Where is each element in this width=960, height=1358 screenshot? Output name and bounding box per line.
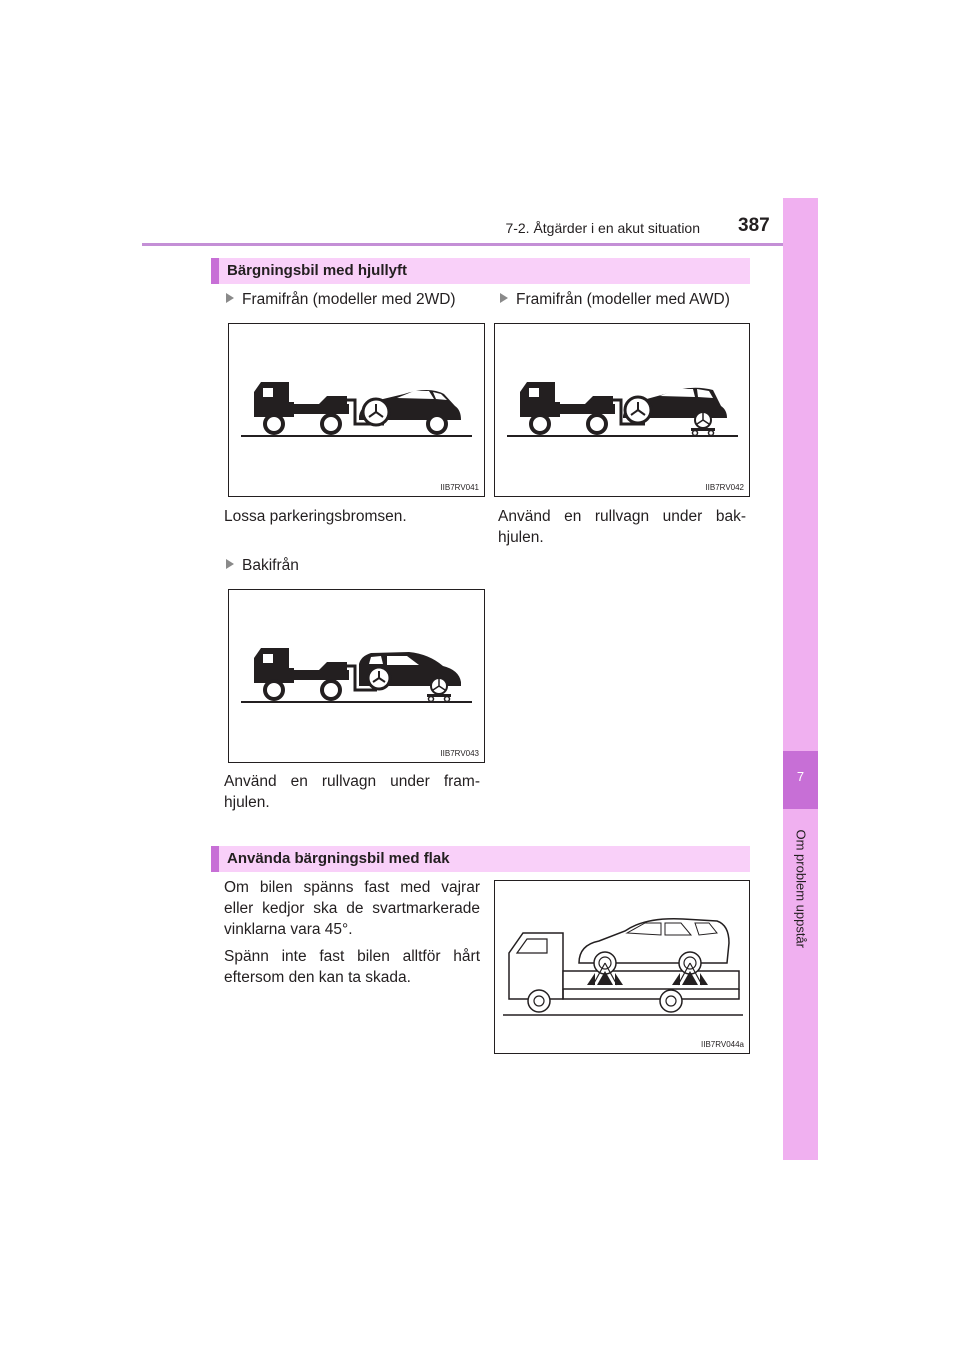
flatbed-paragraph1-line3: vinklarna vara 45°. bbox=[224, 921, 353, 938]
figure-code: IIB7RV043 bbox=[440, 749, 479, 758]
chapter-side-tab bbox=[783, 198, 818, 1160]
flatbed-paragraph1-line1: Om bilen spänns fast med vajrar bbox=[224, 879, 480, 896]
section-heading-flatbed bbox=[211, 846, 750, 872]
flatbed-paragraph2-line2: eftersom den kan ta skada. bbox=[224, 969, 411, 986]
figure-tow-rear bbox=[228, 589, 485, 763]
subheading-front-awd: Framifrån (modeller med AWD) bbox=[500, 291, 730, 309]
flatbed-truck-illustration bbox=[495, 881, 750, 1054]
figure-tow-front-2wd bbox=[228, 323, 485, 497]
subheading-rear: Bakifrån bbox=[226, 557, 299, 575]
caption-front-2wd: Lossa parkeringsbromsen. bbox=[224, 508, 407, 525]
page-number: 387 bbox=[738, 215, 770, 236]
caption-rear-line2: hjulen. bbox=[224, 794, 270, 811]
chapter-title: Om problem uppstår bbox=[793, 829, 809, 948]
tow-truck-front-2wd-illustration bbox=[229, 324, 485, 497]
caption-front-awd-line1: Använd en rullvagn under bak- bbox=[498, 508, 746, 525]
figure-tow-front-awd bbox=[494, 323, 750, 497]
section-heading-wheel-lift bbox=[211, 258, 750, 284]
section-heading-text: Bärgningsbil med hjullyft bbox=[227, 262, 408, 279]
caption-front-awd-line2: hjulen. bbox=[498, 529, 544, 546]
section-breadcrumb: 7-2. Åtgärder i en akut situation bbox=[505, 220, 700, 236]
chapter-number-tab bbox=[783, 751, 818, 809]
triangle-bullet-icon bbox=[226, 293, 234, 303]
triangle-bullet-icon bbox=[226, 559, 234, 569]
figure-flatbed-tow bbox=[494, 880, 750, 1054]
subheading-front-2wd: Framifrån (modeller med 2WD) bbox=[226, 291, 456, 309]
chapter-number: 7 bbox=[796, 769, 805, 784]
header-rule bbox=[142, 243, 818, 246]
tow-truck-front-awd-illustration bbox=[495, 324, 750, 497]
flatbed-paragraph1-line2: eller kedjor ska de svartmarkerade bbox=[224, 900, 480, 917]
figure-code: IIB7RV042 bbox=[705, 483, 744, 492]
triangle-bullet-icon bbox=[500, 293, 508, 303]
tow-truck-rear-illustration bbox=[229, 590, 485, 763]
flatbed-paragraph2-line1: Spänn inte fast bilen alltför hårt bbox=[224, 948, 480, 965]
figure-code: IIB7RV041 bbox=[440, 483, 479, 492]
section-heading-text: Använda bärgningsbil med flak bbox=[227, 850, 450, 867]
caption-rear-line1: Använd en rullvagn under fram- bbox=[224, 773, 480, 790]
figure-code: IIB7RV044a bbox=[701, 1040, 744, 1049]
